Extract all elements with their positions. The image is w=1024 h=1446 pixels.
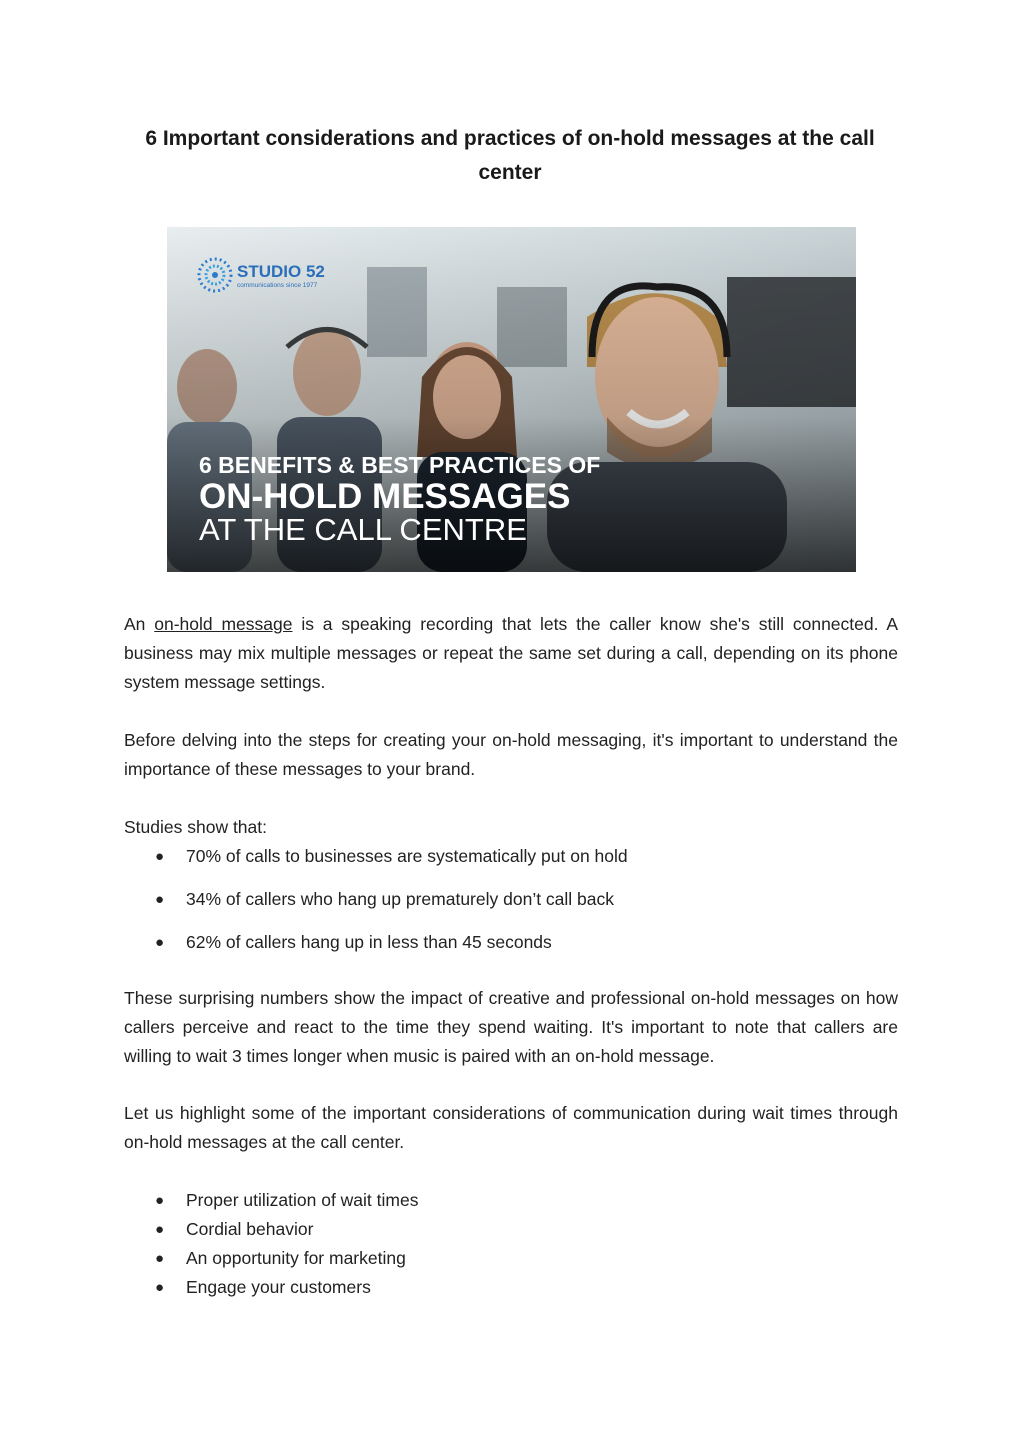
bullet-icon: ● [155, 1192, 165, 1209]
list-item: ● An opportunity for marketing [124, 1244, 898, 1273]
paragraph-2: Before delving into the steps for creating your on-hold messaging, it's important to understand the importance of these messages to your brand. [124, 730, 898, 779]
list-item: ● Engage your customers [124, 1273, 898, 1302]
document-title: 6 Important considerations and practices of on-hold messages at the call center [145, 127, 875, 184]
paragraph-4: Let us highlight some of the important considerations of communication during wait times through on-hold messages at the call center. [124, 1103, 898, 1152]
brand-name: STUDIO 52 [237, 262, 325, 281]
hero-headline-line2: ON-HOLD MESSAGES [199, 477, 571, 516]
bullet-icon: ● [155, 934, 165, 951]
bullet-icon: ● [155, 848, 165, 865]
hero-image [167, 227, 856, 572]
list-item: ● 70% of calls to businesses are systematically put on hold [124, 842, 898, 871]
list-item: ● 62% of callers hang up in less than 45 seconds [124, 928, 898, 957]
considerations-list [124, 1186, 898, 1302]
bullet-icon: ● [155, 1279, 165, 1296]
on-hold-message-link[interactable]: on-hold message [154, 614, 293, 634]
bullet-icon: ● [155, 1250, 165, 1267]
list-item: ● 34% of callers who hang up prematurely don’t call back [124, 885, 898, 914]
brand-tagline: communications since 1977 [237, 282, 318, 289]
list-item: ● Cordial behavior [124, 1215, 898, 1244]
studies-list [124, 842, 898, 971]
intro-prefix: An [124, 614, 155, 634]
bullet-icon: ● [155, 891, 165, 908]
list-item: ● Proper utilization of wait times [124, 1186, 898, 1215]
bullet-icon: ● [155, 1221, 165, 1238]
hero-headline-line1: 6 BENEFITS & BEST PRACTICES OF [199, 452, 601, 478]
paragraph-3: These surprising numbers show the impact of creative and professional on-hold messages on how callers perceive and react to the time they spend waiting. It's important to note that callers are willing to wait 3 times longer when music is paired with an on-hold message. [124, 988, 898, 1066]
intro-paragraph [124, 610, 898, 697]
hero-headline-line3: AT THE CALL CENTRE [199, 512, 527, 547]
intro-suffix: is a speaking recording that lets the caller know she's still connected. A business may mix multiple messages or repeat the same set during a call, depending on its phone system message settings. [124, 614, 899, 692]
studies-heading: Studies show that: [124, 817, 267, 837]
